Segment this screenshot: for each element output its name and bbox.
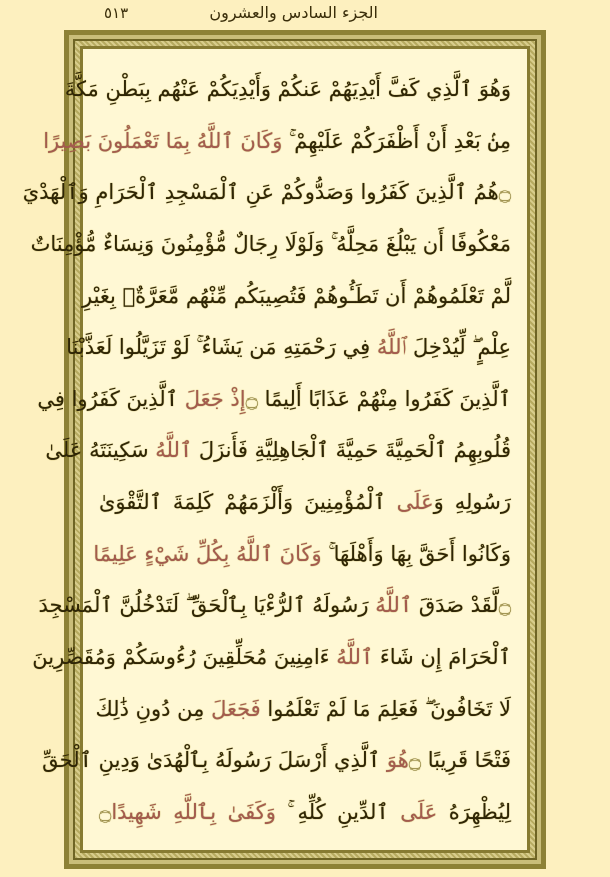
- verse-text: مَعْكُوفًا أَن يَبْلُغَ مَحِلَّهُ ۚ وَلَوْلَا رِجَالٌ مُّؤْمِنُونَ وَنِسَاءٌ مُّؤْمِنَاتٌ: [30, 231, 511, 256]
- highlighted-text: إِذْ جَعَلَ: [184, 386, 246, 411]
- ayah-end-marker-icon: ۝: [408, 748, 422, 773]
- highlighted-text: وَكَانَ ٱللَّهُ بِكُلِّ شَيْءٍ عَلِيمًا: [93, 541, 322, 566]
- verse-text: ءَامِنِينَ مُحَلِّقِينَ رُءُوسَكُمْ وَمُقَصِّرِينَ: [32, 645, 337, 670]
- verse-text: لَا تَخَافُونَ ۖ فَعَلِمَ مَا لَمْ تَعْلَمُوا: [260, 696, 511, 721]
- juz-title: الجزء السادس والعشرون: [209, 3, 378, 22]
- page-number: ٥١٣: [104, 4, 129, 22]
- verse-text: لِيُظْهِرَهُ: [437, 799, 511, 824]
- highlighted-text: ٱللَّهُ: [376, 335, 407, 360]
- verse-line: [66, 327, 511, 367]
- highlighted-text: ٱللَّهُ: [336, 645, 374, 670]
- verse-line: [38, 585, 511, 625]
- verse-text: هُمُ ٱلَّذِينَ كَفَرُوا وَصَدُّوكُمْ عَنِ ٱلْمَسْجِدِ ٱلْحَرَامِ وَٱلْهَدْيَ: [22, 180, 499, 205]
- verse-text: سَكِينَتَهُ عَلَىٰ: [45, 438, 156, 463]
- highlighted-text: ٱللَّهُ: [155, 438, 193, 463]
- verse-text: ٱلَّذِينَ كَفَرُوا مِنْهُمْ عَذَابًا أَلِيمًا: [257, 386, 511, 411]
- ayah-end-marker-icon: ۝: [99, 799, 112, 824]
- verse-text: رَسُولِهِ وَ: [433, 490, 511, 515]
- verse-text: فِي رَحْمَتِهِ مَن يَشَاءُ ۚ لَوْ تَزَيَّلُوا لَعَذَّبْنَا: [66, 335, 377, 360]
- highlighted-text: وَكَفَىٰ بِٱللَّهِ شَهِيدًا: [111, 799, 276, 824]
- verse-text: ٱلْحَرَامَ إِن شَاءَ: [373, 645, 511, 670]
- verse-line: [22, 172, 511, 212]
- highlighted-text: ٱللَّهُ: [375, 593, 413, 618]
- verse-text: فَتْحًا قَرِيبًا: [421, 748, 511, 773]
- highlighted-text: عَلَى: [396, 490, 434, 515]
- verse-line: [82, 276, 511, 316]
- verse-text: ٱلدِّينِ كُلِّهِ ۚ: [275, 799, 401, 824]
- verse-text: ٱلَّذِينَ كَفَرُوا فِي: [37, 386, 185, 411]
- verse-text: عِلْمٍ ۖ لِّيُدْخِلَ: [406, 335, 511, 360]
- text-panel: [22, 46, 530, 853]
- verse-line: [93, 534, 511, 574]
- verse-lines: [22, 69, 511, 832]
- verse-text: لَّقَدْ صَدَقَ: [412, 593, 499, 618]
- highlighted-text: وَكَانَ ٱللَّهُ بِمَا تَعْمَلُونَ بَصِيرًا: [43, 128, 283, 153]
- verse-text: مِن دُونِ ذَٰلِكَ: [95, 696, 212, 721]
- verse-text: وَكَانُوا أَحَقَّ بِهَا وَأَهْلَهَا ۚ: [321, 541, 511, 566]
- highlighted-text: فَجَعَلَ: [211, 696, 261, 721]
- verse-line: [64, 69, 511, 109]
- verse-line: [42, 740, 511, 780]
- page-header: [0, 0, 610, 30]
- verse-line: [30, 224, 511, 264]
- page-frame: [22, 30, 546, 869]
- verse-text: مِنۢ بَعْدِ أَنْ أَظْفَرَكُمْ عَلَيْهِمْ ۚ: [282, 128, 511, 153]
- verse-line: [99, 792, 511, 832]
- ayah-end-marker-icon: ۝: [245, 386, 258, 411]
- verse-text: ٱلْمُؤْمِنِينَ وَأَلْزَمَهُمْ كَلِمَةَ ٱلتَّقْوَىٰ: [99, 490, 397, 515]
- verse-line: [37, 379, 511, 419]
- verse-line: [32, 637, 511, 677]
- ayah-end-marker-icon: ۝: [498, 180, 511, 205]
- verse-line: [45, 430, 511, 470]
- verse-line: [95, 689, 511, 729]
- verse-text: رَسُولَهُ ٱلرُّءْيَا بِٱلْحَقِّ ۖ لَتَدْخُلُنَّ ٱلْمَسْجِدَ: [38, 593, 376, 618]
- highlighted-text: عَلَى: [400, 799, 438, 824]
- verse-text: لَّمْ تَعْلَمُوهُمْ أَن تَطَـُٔوهُمْ فَتُصِيبَكُم مِّنْهُم مَّعَرَّةٌۢ بِغَيْرِ: [82, 283, 511, 308]
- verse-line: [99, 482, 511, 522]
- verse-text: قُلُوبِهِمُ ٱلْحَمِيَّةَ حَمِيَّةَ ٱلْجَاهِلِيَّةِ فَأَنزَلَ: [192, 438, 511, 463]
- verse-text: وَهُوَ ٱلَّذِي كَفَّ أَيْدِيَهُمْ عَنكُمْ وَأَيْدِيَكُمْ عَنْهُم بِبَطْنِ مَكَّةَ: [64, 77, 511, 101]
- verse-text: ٱلَّذِي أَرْسَلَ رَسُولَهُ بِٱلْهُدَىٰ وَدِينِ ٱلْحَقِّ: [42, 748, 387, 773]
- ayah-end-marker-icon: ۝: [498, 593, 511, 618]
- verse-line: [43, 121, 511, 161]
- highlighted-text: هُوَ: [386, 748, 409, 773]
